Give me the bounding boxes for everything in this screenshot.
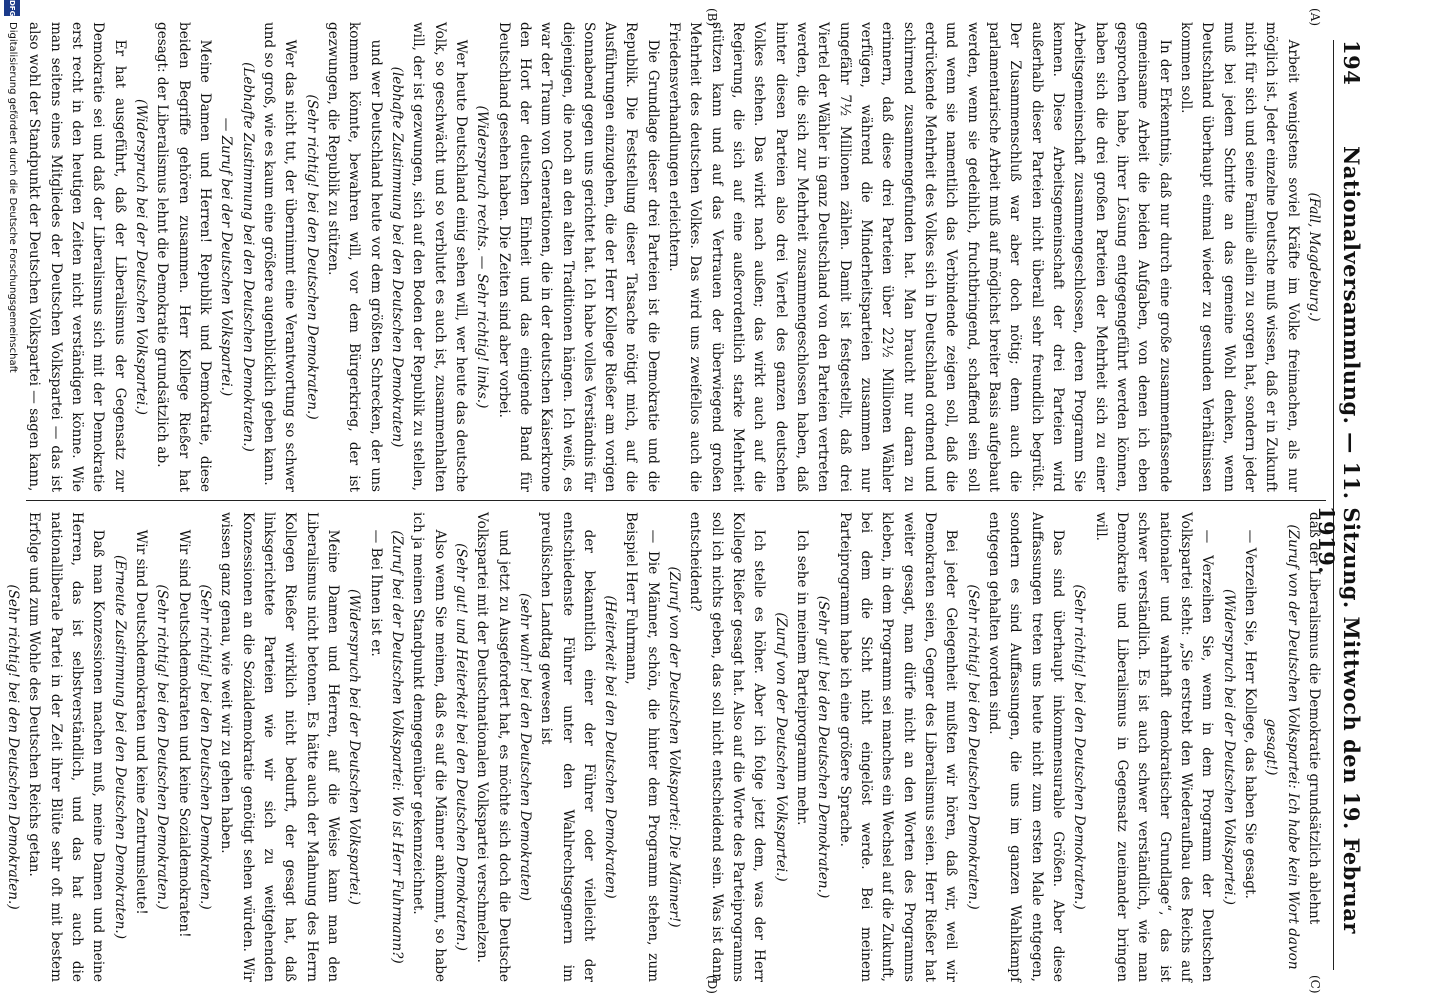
interjection: (Sehr richtig! bei den Deutschen Demokraten.) [1071,584,1088,910]
paragraph: Wer heute Deutschland einig sehen will, wer heute das deutsche Volk, so geschwächt und so verblutet es auch ist, zusammenhalten will, der ist gezwungen, sich auf den Boden der Republik zu stellen, [410,22,469,492]
interjection: (Widerspruch bei der Deutschen Volkspartei.) [346,589,363,905]
interjection: (Heiterkeit bei den Deutschen Demokraten) [602,595,619,899]
paragraph: In der Erkenntnis, daß nur durch eine große zusammenfassende gemeinsame Arbeit die beiden Aufgaben, von denen ich eben gesprochen habe, ihrer Lösung entgegengeführt werden können, haben sich die drei großen Parteien der Mehrheit sich zu einer Arbeitsgemeinschaft zusammengeschlossen, deren Programm Sie kennen. Diese Arbeitsgemeinschaft der drei Parteien wird außerhalb dieser Parteien nicht überall sehr freundlich begrüßt. Der Zusammenschluß war aber doch nötig; denn auch die parlamentarische Arbeit muß auf möglichst breiter Basis aufgebaut werden, wenn sie gedeihlich, fruchtbringend, schaffend sein soll und wenn sie namentlich das Verbindende zeigen soll, daß die erdrückende Mehrheit des Volkes sich in Deutschland ordnend und schirmend zusammengefunden hat. Man braucht nur daran zu erinnern, daß diese drei Parteien über 22½ Millionen Wähler verfügen, während die Minderheitsparteien zusammen nur ungefähr 7½ Millionen zählen. Damit ist festgestellt, daß drei Viertel der Wähler in ganz Deutschland von den Parteien vertreten werden, die sich zur Mehrheit zusammengeschlossen haben, daß hinter diesen Parteien also drei Viertel des ganzen deutschen Volkes stehen. Das wirkt nach außen; das wirkt auch auf die Regierung, die sich auf eine außerordentlich starke Mehrheit stützen kann und auf das Vertrauen der überwiegend großen Mehrheit des deutschen Volkes. Das wird uns zweifellos auch die Friedensverhandlungen erleichtern. [666,22,1173,492]
interjection: (Widerspruch bei der Deutschen Volkspartei.) [1220,589,1237,905]
interjection: (lebhafte Zustimmung bei den Deutschen Demokraten) [388,66,405,448]
paragraph: — Die Männer, schön, die hinter dem Programm stehen, zum Beispiel Herr Fuhrmann, [623,512,661,982]
right-column [4,512,1324,982]
margin-marker-a: (A) [1308,8,1322,27]
interjection: — Zuruf bei der Deutschen Volkspartei.) [218,117,235,397]
paragraph: Wir sind Deutschdemokraten und keine Zentrumsleute! [132,529,149,915]
paragraph: — Verzeihen Sie, Herr Kollege, das haben Sie gesagt. [1242,529,1259,899]
margin-marker-b: (B) [705,8,719,27]
paragraph: Wir sind Deutschdemokraten und keine Sozialdemokraten! [175,529,192,938]
interjection: (Sehr richtig! bei den Deutschen Demokraten.) [154,584,171,910]
left-column [26,22,1324,492]
paragraph: der bekanntlich einer der Führer oder vielleicht der entschiedenste Führer unter den Wahlrechtsgegnern im preußischen Landtag gewesen ist [538,512,597,982]
page-footer [2,0,20,1000]
interjection: (Zuruf bei der Deutschen Volkspartei: Wo ist Herr Fuhrmann?) [388,530,405,964]
column-divider [26,500,1326,501]
interjection: (Widerspruch rechts. — Sehr richtig! links.) [474,105,491,409]
paragraph: Meine Damen und Herren, auf die Weise kann man den Liberalismus nicht betonen. Es hätte auch der Mahnung des Herrn Kollegen Rießer wirklich nicht bedurft, der gesagt hat, daß linksgerichtete Parteien wie wir sich zu weitgehenden Konzessionen an die Sozialdemokratie genötigt sehen würden. Wir wissen ganz genau, wie weit wir zu gehen haben. [218,512,341,982]
page-number: 194 [1339,40,1364,86]
interjection: (Zuruf von der Deutschen Volkspartei: Ich habe kein Wort davon gesagt!) [1263,524,1301,970]
paragraph: — Verzeihen Sie, wenn in dem Programm der Deutschen Volkspartei steht: „Sie erstrebt den Wiederaufbau des Reichs auf nationaler und wahrhaft demokratischer Grundlage“, das ist schwer verständlich. Es ist auch schwer verständlich, wie man Demokratie und Liberalismus in Gegensatz zueinander bringen will. [1092,512,1216,982]
interjection: (Zuruf von der Deutschen Volkspartei: Die Männer!) [666,566,683,928]
paragraph: Das sind überhaupt inkommensurable Größen. Aber diese Auffassungen treten uns heute nicht zum ersten Male entgegen, sondern es sind Auffassungen, die uns im ganzen Wahlkampf entgegen gehalten worden sind. [986,512,1067,982]
paragraph: Er hat ausgeführt, daß der Liberalismus der Gegensatz zur Demokratie sei und daß der Liberalismus sich mit der Demokratie erst recht in den heutigen Zeiten nicht verständigen könne. Wie man seitens eines Mitgliedes der Deutschen Volkspartei — das ist also wohl der Standpunkt der Deutschen Volkspartei — sagen kann, [26,22,128,492]
interjection: (Widerspruch bei der Deutschen Volkspartei.) [132,99,149,415]
paragraph: und wer Deutschland heute vor dem größten Schrecken, der uns kommen könnte, bewahren will, vor dem Bürgerkrieg, der ist gezwungen, die Republik zu stützen. [324,22,384,492]
paragraph: Daß man Konzessionen machen muß, meine Damen und meine Herren, das ist selbstverständlich, und das hat auch die nationalliberale Partei in der Zeit ihrer Blüte sehr oft mit bestem Erfolge und zum Wohle des Deutschen Reichs getan. [26,512,107,982]
interjection: (Sehr gut! und Heiterkeit bei den Deutschen Demokraten.) [452,543,469,951]
paragraph: Also wenn Sie meinen, daß es auf die Männer ankommt, so habe ich ja meinen Standpunkt demgegenüber gekennzeichnet. [410,512,448,982]
margin-marker-c: (C) [1308,975,1322,994]
interjection: (Zuruf von der Deutschen Volkspartei.) [772,612,789,882]
page-title: Nationalversammlung. — 11. Sitzung. Mittwoch den 19. Februar 1919. [1314,146,1364,934]
paragraph: Wer das nicht tut, der übernimmt eine Verantwortung so schwer und so groß, wie es kaum eine größere augenblicklich geben kann. [260,22,299,492]
interjection: (Erneute Zustimmung bei den Deutschen Demokraten.) [111,554,128,940]
interjection: (Lebhafte Zustimmung bei den Deutschen Demokraten.) [239,62,256,452]
paragraph: Ich sehe in meinem Parteiprogramm mehr. [794,529,811,826]
dfg-logo-icon: DFG [4,0,20,16]
interjection: (Fall, Magdeburg.) [1306,192,1322,322]
paragraph: Die Grundlage dieser drei Parteien ist die Demokratie und die Republik. Die Feststellung dieser Tatsache nötigt mich, auf die Ausführungen einzugehen, die der Herr Kollege Rießer am vorigen Sonnabend gegen uns gerichtet hat. Ich habe volles Verständnis für diejenigen, die noch an den alten Traditionen hängen. Ich weiß, es war der Traum von Generationen, die in der deutschen Kaiserkrone den Hort der deutschen Einheit und das einigende Band für Deutschland gesehen haben. Die Zeiten sind aber vorbei. [495,22,661,492]
interjection: (Sehr richtig! bei den Deutschen Demokraten.) [4,584,21,910]
interjection: (Sehr gut! bei den Deutschen Demokraten.) [815,595,832,899]
margin-marker-d: (D) [705,975,719,994]
funding-credit: Digitalisierung gefördert durch die Deutsche Forschungsgemeinschaft [7,22,18,373]
paragraph: daß der Liberalismus die Demokratie grundsätzlich ablehnt [1306,512,1322,925]
paragraph: Ich stelle es höher. Aber ich folge jetzt dem, was der Herr Kollege Rießer gesagt hat. Also auf die Worte des Parteiprogramms soll ich nichts geben, das soll nicht entscheidend sein. Was ist dann entscheidend? [687,512,768,982]
interjection: (sehr wahr! bei den Deutschen Demokraten) [516,593,533,901]
interjection: (Sehr richtig! bei den Deutschen Demokraten.) [196,584,213,910]
paragraph: Bei jeder Gelegenheit mußten wir hören, daß wir, weil wir Demokraten seien, Gegner des Liberalismus seien. Herr Rießer hat weiter gesagt, man dürfe nicht an den Worten des Programms kleben, in dem Programm sei manches ein Wechsel auf die Zukunft, bei dem die Sicht nicht eingelöst werde. Bei meinem Parteiprogramm habe ich eine größere Sprache. [836,512,960,982]
interjection: (Sehr richtig! bei den Deutschen Demokraten.) [964,584,981,910]
paragraph: Arbeit wenigstens soviel Kräfte im Volke freimachen, als nur möglich ist. Jeder einzelne Deutsche muß wissen, daß er in Zukunft nicht für sich und seine Familie allein zu sorgen hat, sondern jeder muß bei jedem Schritte an das gemeine Wohl denken, wenn Deutschland überhaupt einmal wieder zu gesunden Verhältnissen kommen soll. [1178,22,1301,492]
interjection: (Sehr richtig! bei den Deutschen Demokraten.) [303,94,320,420]
paragraph: Meine Damen und Herren! Republik und Demokratie, diese beiden Begriffe gehören zusammen. Herr Kollege Rießer hat gesagt: der Liberalismus lehnt die Demokratie grundsätzlich ab. [154,22,213,492]
paragraph: — Bei Ihnen ist er. [367,529,384,657]
paragraph: und jetzt zu Ausgefordert hat, es möchte sich doch die Deutsche Volkspartei mit der Deutschnationalen Volkspartei verschmelzen. [474,512,512,982]
